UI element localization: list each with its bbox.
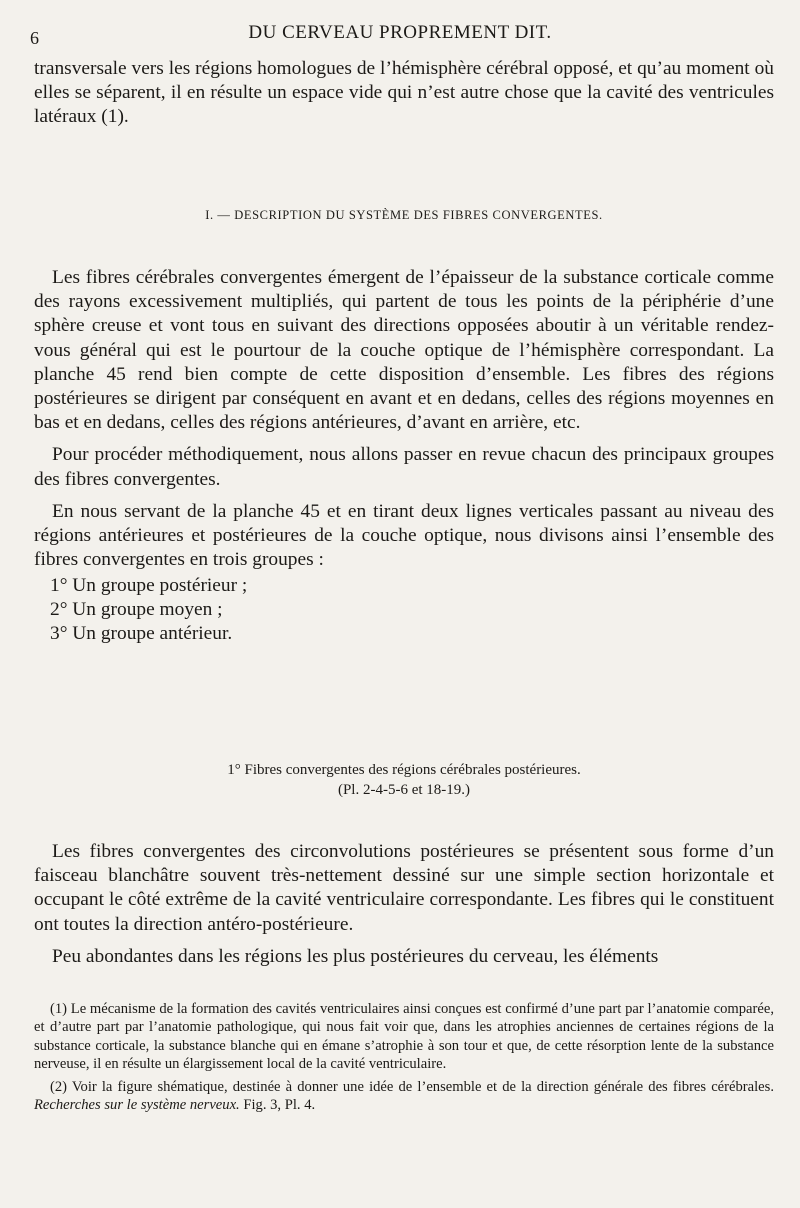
footnote-2-tail: Fig. 3, Pl. 4. <box>243 1097 316 1114</box>
group-list-item-3: 3° Un groupe antérieur. <box>50 623 233 645</box>
paragraph-5: Peu abondantes dans les régions les plus postérieures du cerveau, les éléments <box>52 945 659 967</box>
subsection-plates: (Pl. 2-4-5-6 et 18-19.) <box>337 782 471 798</box>
intro-block <box>34 57 774 130</box>
group-list-item-1: 1° Un groupe postérieur ; <box>50 575 248 597</box>
footnote-2 <box>34 1078 774 1115</box>
paragraph-3: En nous servant de la planche 45 et en tirant deux lignes verticales passant au niveau des régions antérieures et postérieures de la couche optique, nous divisons ainsi l’ensemble des fibres convergentes en trois groupes : <box>34 500 774 571</box>
footnotes <box>34 1000 774 1114</box>
paragraph-2: Pour procéder méthodiquement, nous allons passer en revue chacun des principaux groupes des fibres convergentes. <box>34 444 774 490</box>
footnote-1: (1) Le mécanisme de la formation des cavités ventriculaires ainsi conçues est confirmé d’une part par l’anatomie comparée, et d’autre part par l’anatomie pathologique, qui nous fait voir que, dans les atrophies anciennes de certaines régions de la substance corticale, la substance blanche qui en émane s’atrophie à son tour et que, de cette résorption lente de la substance nerveuse, il en résulte un élargissement local de la cavité ventriculaire. <box>34 1001 774 1073</box>
page-number: 6 <box>30 28 39 48</box>
group-list-item-2: 2° Un groupe moyen ; <box>50 599 223 621</box>
footnote-2-text: (2) Voir la figure shématique, destinée à donner une idée de l’ensemble et de la direction générale des fibres cérébrales. <box>50 1078 774 1095</box>
paragraph-4: Les fibres convergentes des circonvolutions postérieures se présentent sous forme d’un faisceau blanchâtre souvent très-nettement dessiné sur une simple section horizontale et occupant le côté extrême de la cavité ventriculaire correspondante. Les fibres qui le constituent ont toutes la direction antéro-postérieure. <box>34 841 774 935</box>
page-header <box>30 22 770 48</box>
main-text <box>34 266 774 646</box>
subsection-text <box>34 840 774 969</box>
subsection-title: 1° Fibres convergentes des régions cérébrales postérieures. <box>227 762 581 778</box>
subsection-heading <box>34 760 774 800</box>
intro-paragraph: transversale vers les régions homologues de l’hémisphère cérébral opposé, et qu’au moment où elles se séparent, il en résulte un espace vide qui n’est autre chose que la cavité des ventricules latéraux (1). <box>34 58 774 128</box>
section-heading: I. — DESCRIPTION DU SYSTÈME DES FIBRES CONVERGENTES. <box>205 208 603 222</box>
paragraph-1: Les fibres cérébrales convergentes émergent de l’épaisseur de la substance corticale comme des rayons excessivement multipliés, qui partent de tous les points de la périphérie d’une sphère creuse et vont tous en suivant des directions opposées aboutir à un véritable rendez-vous général qui est le pourtour de la couche optique de l’hémisphère correspondant. La planche 45 rend bien compte de cette disposition d’ensemble. Les fibres des régions postérieures se dirigent par conséquent en avant et en dedans, celles des régions moyennes en bas et en dedans, celles des régions antérieures, d’avant en arrière, etc. <box>34 267 774 434</box>
footnote-2-reference: Recherches sur le système nerveux. <box>34 1097 240 1114</box>
group-list <box>34 574 774 646</box>
running-title: DU CERVEAU PROPREMENT DIT. <box>248 22 552 43</box>
